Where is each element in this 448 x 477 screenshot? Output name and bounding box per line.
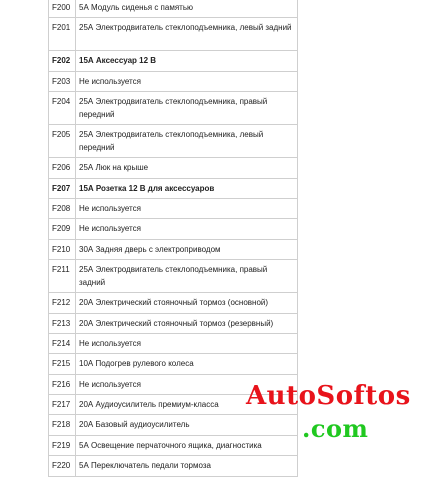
fuse-description-cell: 25А Электродвигатель стеклоподъемника, правый задний: [76, 260, 298, 293]
table-row: [49, 313, 298, 333]
fuse-code-cell: F208: [49, 198, 76, 218]
table-row: [49, 333, 298, 353]
table-row: [49, 51, 298, 71]
table-row: [49, 198, 298, 218]
fuse-code-cell: F206: [49, 158, 76, 178]
table-row: [49, 178, 298, 198]
fuse-code-cell: F215: [49, 354, 76, 374]
fuse-code-cell: F212: [49, 293, 76, 313]
table-row: [49, 125, 298, 158]
fuse-code-cell: F211: [49, 260, 76, 293]
fuse-description-cell: 25А Электродвигатель стеклоподъемника, левый передний: [76, 125, 298, 158]
table-row: [49, 71, 298, 91]
table-row: [49, 0, 298, 18]
table-row: [49, 293, 298, 313]
fuse-description-cell: 20А Аудиоусилитель премиум-класса: [76, 395, 298, 415]
fuse-description-cell: 15А Розетка 12 В для аксессуаров: [76, 178, 298, 198]
fuse-description-cell: Не используется: [76, 219, 298, 239]
fuse-code-cell: F200: [49, 0, 76, 18]
watermark-domain: .com: [302, 414, 369, 443]
fuse-description-cell: 20А Электрический стояночный тормоз (резервный): [76, 313, 298, 333]
fuse-description-cell: 5А Освещение перчаточного ящика, диагностика: [76, 435, 298, 455]
fuse-description-cell: 5А Переключатель педали тормоза: [76, 456, 298, 476]
fuse-description-cell: Не используется: [76, 333, 298, 353]
fuse-code-cell: F209: [49, 219, 76, 239]
fuse-description-cell: 20А Электрический стояночный тормоз (основной): [76, 293, 298, 313]
fuse-description-cell: Не используется: [76, 374, 298, 394]
fuse-code-cell: F203: [49, 71, 76, 91]
table-row: [49, 354, 298, 374]
fuse-code-cell: F201: [49, 18, 76, 51]
fuse-description-cell: Не используется: [76, 198, 298, 218]
fuse-code-cell: F204: [49, 92, 76, 125]
fuse-code-cell: F218: [49, 415, 76, 435]
table-row: [49, 158, 298, 178]
fuse-description-cell: 25А Электродвигатель стеклоподъемника, правый передний: [76, 92, 298, 125]
fuse-description-cell: 20А Базовый аудиоусилитель: [76, 415, 298, 435]
table-row: [49, 239, 298, 259]
table-row: [49, 260, 298, 293]
table-row: [49, 92, 298, 125]
fuse-code-cell: F213: [49, 313, 76, 333]
fuse-code-cell: F220: [49, 456, 76, 476]
fuse-description-cell: 30А Задняя дверь с электроприводом: [76, 239, 298, 259]
fuse-code-cell: F207: [49, 178, 76, 198]
fuse-description-cell: 25А Люк на крыше: [76, 158, 298, 178]
fuse-code-cell: F216: [49, 374, 76, 394]
fuse-code-cell: F219: [49, 435, 76, 455]
table-row: [49, 415, 298, 435]
fuse-code-cell: F202: [49, 51, 76, 71]
table-row: [49, 456, 298, 476]
fuse-code-cell: F217: [49, 395, 76, 415]
fuse-description-cell: 15А Аксессуар 12 В: [76, 51, 298, 71]
fuse-description-cell: 10А Подогрев рулевого колеса: [76, 354, 298, 374]
fuse-description-cell: 25А Электродвигатель стеклоподъемника, левый задний: [76, 18, 298, 51]
watermark-brand: AutoSoftos: [246, 381, 411, 411]
fuse-code-cell: F214: [49, 333, 76, 353]
table-row: [49, 219, 298, 239]
fuse-code-cell: F210: [49, 239, 76, 259]
table-row: [49, 18, 298, 51]
fuse-code-cell: F205: [49, 125, 76, 158]
fuse-description-cell: 5А Модуль сиденья с памятью: [76, 0, 298, 18]
table-row: [49, 435, 298, 455]
fuse-description-cell: Не используется: [76, 71, 298, 91]
